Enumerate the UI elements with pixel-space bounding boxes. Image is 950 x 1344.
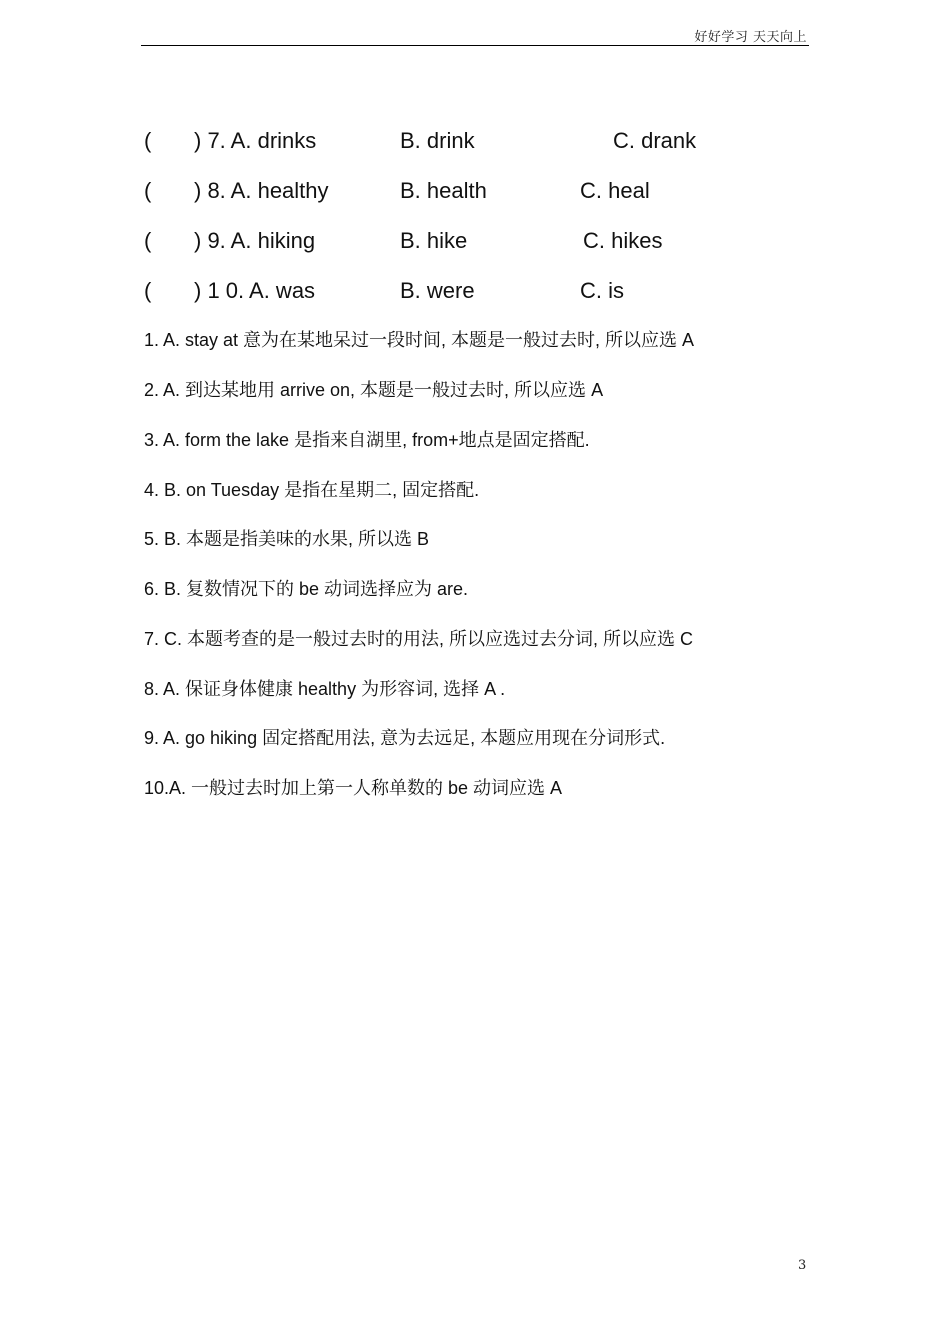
option-c: C. hikes bbox=[583, 228, 663, 253]
answer-blank-open: ( bbox=[144, 178, 152, 203]
question-number-option-a: ) 8. A. healthy bbox=[194, 178, 329, 203]
header-motto: 好好学习 天天向上 bbox=[694, 30, 807, 45]
option-b: B. were bbox=[400, 278, 475, 303]
question-number-option-a: ) 9. A. hiking bbox=[194, 228, 316, 253]
option-b: B. health bbox=[400, 178, 487, 203]
answer-explanation-10: 10.A. 一般过去时加上第一人称单数的 be 动词应选 A bbox=[144, 778, 563, 798]
question-number-option-a: ) 7. A. drinks bbox=[194, 128, 317, 153]
answer-explanation-8: 8. A. 保证身体健康 healthy 为形容词, 选择 A . bbox=[144, 679, 506, 699]
page-number: 3 bbox=[798, 1258, 807, 1273]
answer-explanation-3: 3. A. form the lake 是指来自湖里, from+地点是固定搭配. bbox=[144, 430, 590, 450]
answer-explanation-6: 6. B. 复数情况下的 be 动词选择应为 are. bbox=[144, 579, 469, 599]
question-row-7 bbox=[144, 126, 764, 156]
option-b: B. drink bbox=[400, 128, 475, 153]
question-row-10 bbox=[144, 276, 764, 306]
answer-explanation-4: 4. B. on Tuesday 是指在星期二, 固定搭配. bbox=[144, 480, 480, 500]
answer-blank-open: ( bbox=[144, 128, 152, 153]
question-number-option-a: ) 1 0. A. was bbox=[194, 278, 316, 303]
header-divider bbox=[141, 45, 809, 46]
answer-explanation-1: 1. A. stay at 意为在某地呆过一段时间, 本题是一般过去时, 所以应选 A bbox=[144, 330, 695, 350]
question-row-9 bbox=[144, 226, 764, 256]
answer-explanation-5: 5. B. 本题是指美味的水果, 所以选 B bbox=[144, 529, 430, 549]
option-c: C. is bbox=[580, 278, 624, 303]
question-row-8 bbox=[144, 176, 764, 206]
option-b: B. hike bbox=[400, 228, 468, 253]
option-c: C. drank bbox=[613, 128, 697, 153]
answer-explanation-7: 7. C. 本题考查的是一般过去时的用法, 所以应选过去分词, 所以应选 C bbox=[144, 629, 694, 649]
answer-explanation-2: 2. A. 到达某地用 arrive on, 本题是一般过去时, 所以应选 A bbox=[144, 380, 604, 400]
option-c: C. heal bbox=[580, 178, 650, 203]
answer-blank-open: ( bbox=[144, 228, 152, 253]
answer-blank-open: ( bbox=[144, 278, 152, 303]
answer-explanation-9: 9. A. go hiking 固定搭配用法, 意为去远足, 本题应用现在分词形式. bbox=[144, 728, 666, 748]
